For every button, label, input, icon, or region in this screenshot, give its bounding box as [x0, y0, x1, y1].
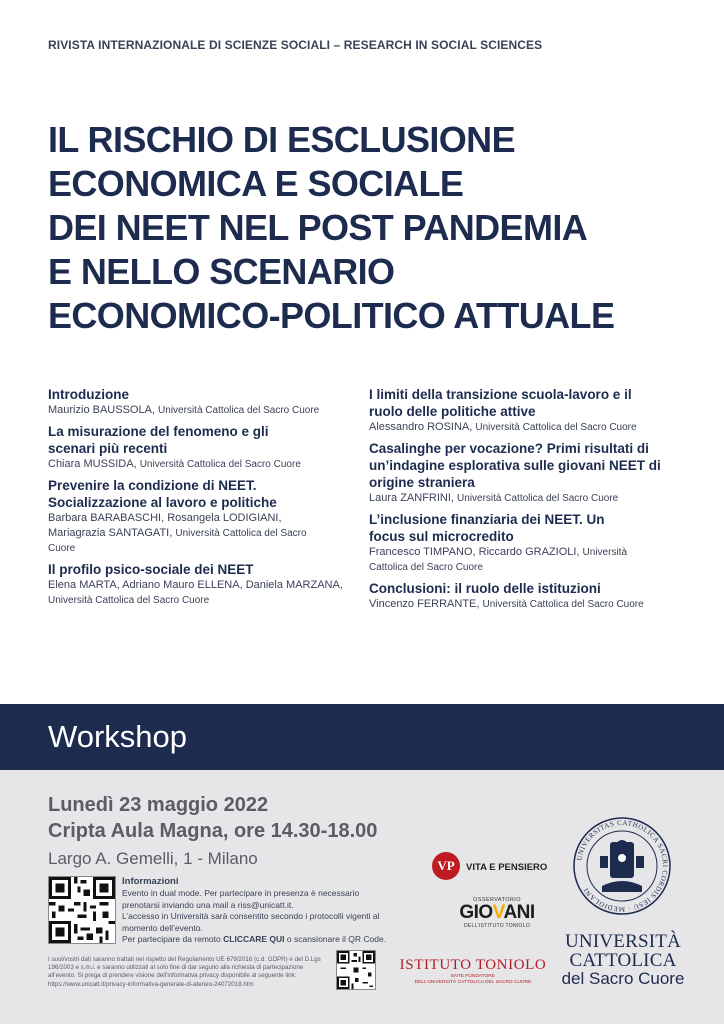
remote-suffix: o scansionare il QR Code.: [286, 934, 387, 944]
giovani-logo-name: [452, 903, 542, 923]
program-right-column: [369, 386, 709, 617]
speaker-affiliation: Università Cattolica del Sacro Cuore: [369, 547, 628, 573]
information-text: L’accesso in Università sarà consentito secondo i protocolli vigenti al momento dell’evento.: [122, 911, 380, 933]
talk-title: Conclusioni: il ruolo delle istituzioni: [369, 581, 601, 596]
journal-name: RIVISTA INTERNAZIONALE DI SCIENZE SOCIALI – RESEARCH IN SOCIAL SCIENCES: [48, 38, 543, 52]
talk-speakers: [48, 403, 360, 418]
talk-title: Prevenire la condizione di NEET. Socializzazione al lavoro e politiche: [48, 478, 277, 510]
title-line: ECONOMICA E SOCIALE: [48, 163, 464, 204]
remote-participation-text: [122, 934, 392, 946]
qr-code-icon: [337, 951, 375, 989]
talk-speakers: [369, 545, 629, 575]
osservatorio-giovani-logo: [452, 897, 542, 929]
ucsc-logo-line: del Sacro Cuore: [561, 969, 685, 988]
qr-code-icon: [49, 877, 115, 943]
workshop-band: [0, 704, 724, 770]
toniolo-logo-subtitle: ENTE FONDATORE: [451, 974, 495, 979]
talk-title: Il profilo psico-sociale dei NEET: [48, 562, 254, 577]
title-line: E NELLO SCENARIO: [48, 251, 395, 292]
talk-title: Casalinghe per vocazione? Primi risultati di un’indagine esplorativa sulle giovani NEET di origine straniera: [369, 441, 661, 490]
talk-item: [48, 423, 360, 472]
speaker-names: Vincenzo FERRANTE,: [369, 598, 480, 610]
talk-speakers: [48, 511, 308, 556]
speaker-affiliation: Università Cattolica del Sacro Cuore: [48, 528, 307, 554]
toniolo-logo-subtitle: DELL’UNIVERSITÀ CATTOLICA DEL SACRO CUORE: [414, 980, 532, 985]
privacy-notice: I suoi/vostri dati saranno trattati nel rispetto del Regolamento UE 679/2016 (c.d. GDPR) e del D.Lgs 196/2003 e s.m.i. e saranno utilizzati al solo fine di dar seguito alla richiesta di partecipazione all’evento. Si prega di prendere visione dell’informativa privacy disponibile al seguente link: https://www.unicatt.it/privacy-informativa-generale-di-ateneo-24072018.htm: [48, 956, 321, 988]
vp-logo-text: VITA E PENSIERO: [466, 862, 548, 873]
talk-speakers: [48, 457, 360, 472]
universita-cattolica-logo: [560, 932, 686, 987]
giovani-name-part: ANI: [503, 902, 535, 923]
svg-text:UNIVERSITAS CATHOLICA SACRI CO: UNIVERSITAS CATHOLICA SACRI CORDIS IESU · MEDIOLANI: [575, 818, 670, 914]
talk-title: I limiti della transizione scuola-lavoro e il ruolo delle politiche attive: [369, 387, 632, 419]
talk-speakers: [369, 597, 709, 612]
program-left-column: [48, 386, 360, 613]
talk-speakers: [369, 420, 709, 435]
speaker-names: Elena MARTA, Adriano Mauro ELLENA, Daniela MARZANA,: [48, 579, 343, 591]
event-venue: Cripta Aula Magna, ore 14.30-18.00: [48, 820, 378, 842]
speaker-names: Chiara MUSSIDA,: [48, 458, 137, 470]
speaker-affiliation: Università Cattolica del Sacro Cuore: [482, 599, 644, 610]
information-box: [122, 876, 392, 946]
talk-item: [369, 386, 709, 435]
registration-qr-code[interactable]: [48, 876, 116, 944]
talk-title: L’inclusione finanziaria dei NEET. Un focus sul microcredito: [369, 512, 605, 544]
speaker-names: Francesco TIMPANO, Riccardo GRAZIOLI,: [369, 546, 580, 558]
university-seal-icon: [572, 816, 672, 916]
speaker-affiliation: Università Cattolica del Sacro Cuore: [48, 595, 210, 606]
giovani-observatory-label: OSSERVATORIO: [473, 897, 521, 903]
checkmark-icon: V: [492, 902, 504, 923]
speaker-names: Alessandro ROSINA,: [369, 421, 473, 433]
talk-item: [48, 477, 360, 556]
workshop-label: Workshop: [48, 719, 187, 754]
information-text: Evento in dual mode. Per partecipare in presenza è necessario prenotarsi inviando una mail a riss@unicatt.it.: [122, 888, 360, 910]
remote-participation-link[interactable]: CLICCARE QUI: [223, 934, 285, 944]
talk-item: [369, 440, 709, 506]
event-date: Lunedì 23 maggio 2022: [48, 794, 269, 816]
speaker-affiliation: Università Cattolica del Sacro Cuore: [139, 459, 301, 470]
ucsc-logo-line: CATTOLICA: [569, 950, 677, 971]
giovani-name-part: GIO: [459, 902, 493, 923]
talk-title: Introduzione: [48, 387, 129, 402]
speaker-affiliation: Università Cattolica del Sacro Cuore: [475, 422, 637, 433]
talk-item: [48, 386, 360, 418]
speaker-names: Barbara BARABASCHI, Rosangela LODIGIANI, Mariagrazia SANTAGATI,: [48, 512, 282, 539]
talk-item: [48, 561, 360, 608]
title-line: DEI NEET NEL POST PANDEMIA: [48, 207, 588, 248]
title-line: IL RISCHIO DI ESCLUSIONE: [48, 119, 515, 160]
event-title: [48, 118, 688, 338]
talk-item: [369, 511, 709, 575]
speaker-names: Laura ZANFRINI,: [369, 492, 454, 504]
talk-speakers: [369, 491, 709, 506]
ucsc-logo-line: UNIVERSITÀ: [565, 931, 681, 952]
istituto-toniolo-logo: [398, 957, 548, 986]
privacy-qr-code[interactable]: [336, 950, 376, 990]
talk-speakers: [48, 578, 348, 608]
speaker-affiliation: Università Cattolica del Sacro Cuore: [457, 493, 619, 504]
talk-title: La misurazione del fenomeno e gli scenari più recenti: [48, 424, 269, 456]
giovani-logo-subtitle: DELL’ISTITUTO TONIOLO: [463, 923, 531, 929]
title-line: ECONOMICO-POLITICO ATTUALE: [48, 295, 615, 336]
speaker-affiliation: Università Cattolica del Sacro Cuore: [158, 405, 320, 416]
event-address: Largo A. Gemelli, 1 - Milano: [48, 849, 258, 868]
remote-prefix: Per partecipare da remoto: [122, 934, 221, 944]
toniolo-logo-name: ISTITUTO TONIOLO: [399, 957, 547, 973]
information-heading: Informazioni: [122, 876, 179, 887]
speaker-names: Maurizio BAUSSOLA,: [48, 404, 155, 416]
talk-item: [369, 580, 709, 612]
vp-mark-icon: VP: [432, 852, 460, 880]
